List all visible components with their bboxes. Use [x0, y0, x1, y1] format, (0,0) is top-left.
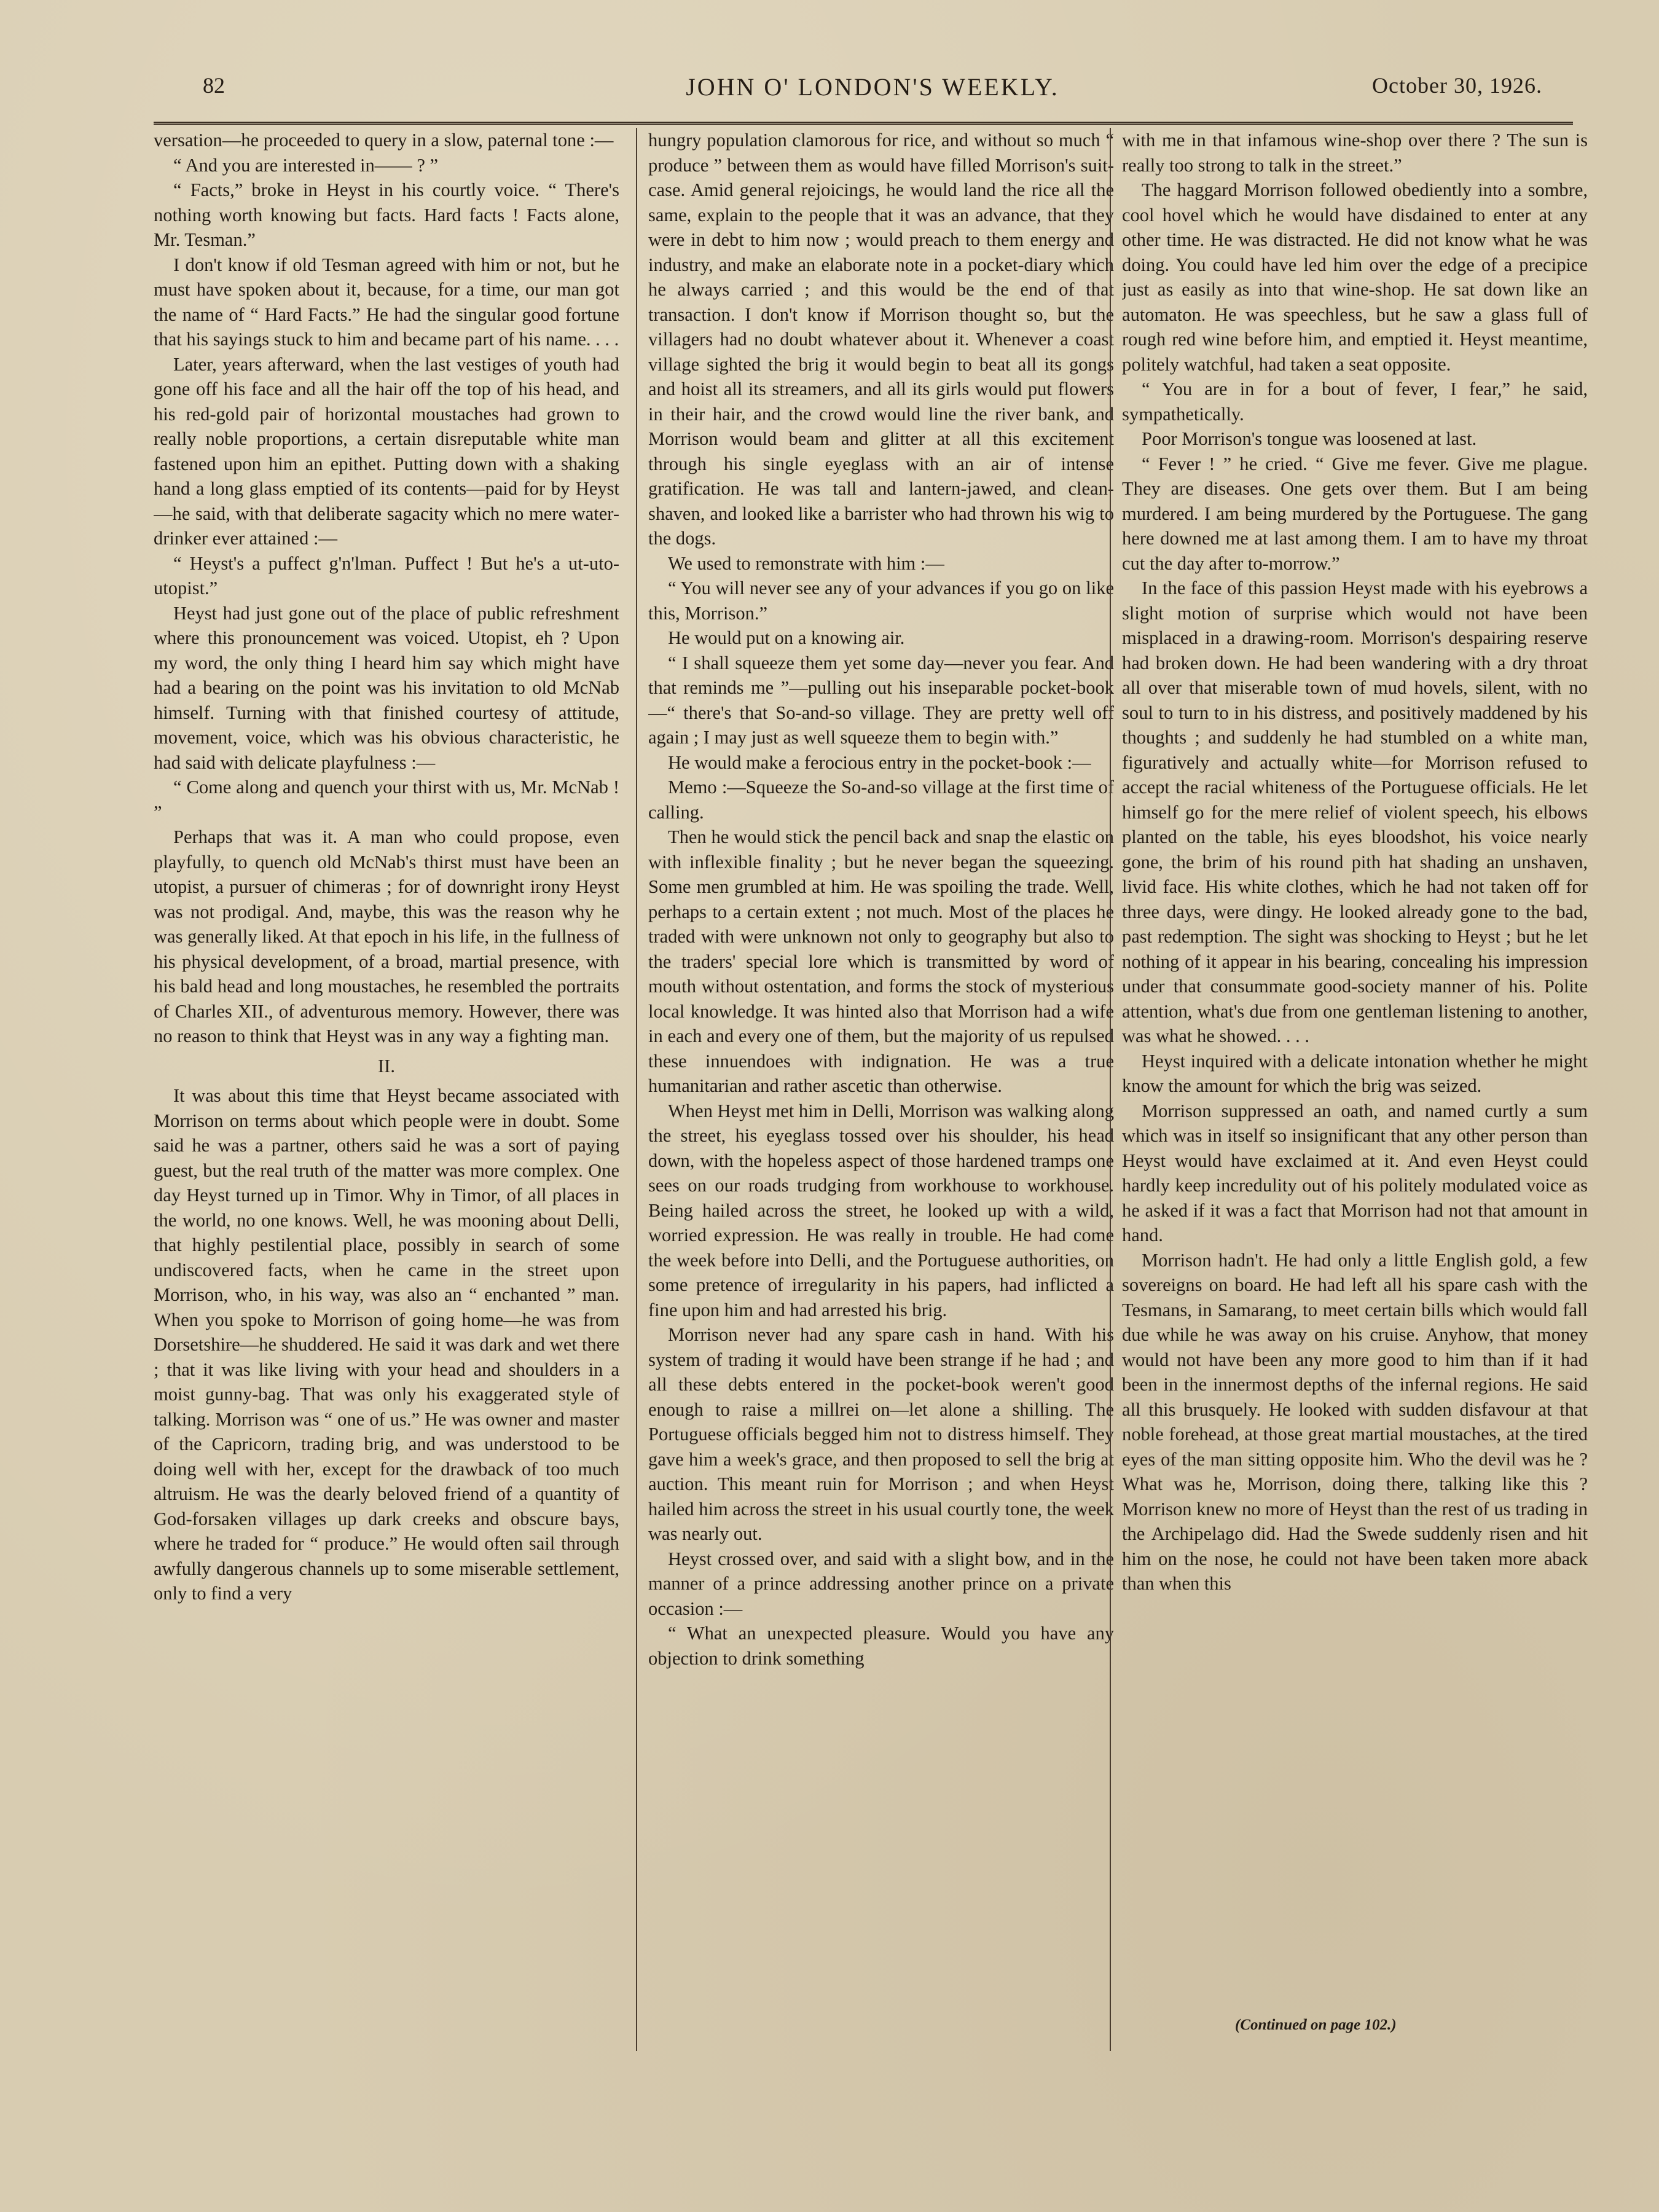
- paragraph: I don't know if old Tesman agreed with him or not, but he must have spoken about it, because, for a time, our man got the name of “ Hard Facts.” He had the singular good fortune that his sayings stuck to him and became part of his name. . . .: [154, 254, 619, 350]
- paragraph: Heyst had just gone out of the place of public refreshment where this pronouncement was voiced. Utopist, eh ? Upon my word, the only thing I heard him say which might have had a bearing on the point was his invitation to old McNab himself. Turning with that finished courtesy of attitude, movement, voice, which was his obvious characteristic, he had said with delicate playfulness :—: [154, 602, 619, 773]
- text-column-3: [1122, 128, 1588, 2051]
- paragraph: He would make a ferocious entry in the pocket-book :—: [668, 751, 1091, 773]
- journal-title: JOHN O' LONDON'S WEEKLY.: [686, 73, 1059, 101]
- page-header: [203, 73, 1542, 109]
- column-divider: [636, 128, 637, 2051]
- paragraph: hungry population clamorous for rice, and without so much “ produce ” between them as would have filled Morrison's suit-case. Amid general rejoicings, he would land the rice all the same, explain to the people that it was an advance, that they were in debt to him now ; would preach to them energy and industry, and make an elaborate note in a pocket-diary which he always carried ; and this would be the end of that transaction. I don't know if Morrison thought so, but the villagers had no doubt whatever about it. Whenever a coast village sighted the brig it would begin to beat all its gongs and hoist all its streamers, and all its girls would put flowers in their hair, and the crowd would line the river bank, and Morrison would beam and glitter at all this excitement through his single eyeglass with an air of intense gratification. He was tall and lantern-jawed, and clean-shaven, and looked like a barrister who had thrown his wig to the dogs.: [648, 130, 1114, 549]
- paragraph: with me in that infamous wine-shop over there ? The sun is really too strong to talk in the street.”: [1122, 130, 1588, 176]
- paragraph: “ Facts,” broke in Heyst in his courtly voice. “ There's nothing worth knowing but facts. Hard facts ! Facts alone, Mr. Tesman.”: [154, 179, 619, 250]
- paragraph: versation—he proceeded to query in a slow, paternal tone :—: [154, 130, 614, 151]
- paragraph: “ And you are interested in—— ? ”: [173, 154, 439, 176]
- paragraph: II.: [378, 1055, 395, 1077]
- paragraph: “ Come along and quench your thirst with us, Mr. McNab ! ”: [154, 777, 619, 823]
- continued-note: (Continued on page 102.): [1235, 2017, 1397, 2033]
- paragraph: Morrison hadn't. He had only a little English gold, a few sovereigns on board. He had left all his spare cash with the Tesmans, in Samarang, to meet certain bills which would fall due while he was away on his cruise. Anyhow, that money would not have been any more good to him than if it had been in the innermost depths of the infernal regions. He said all this brusquely. He looked with sudden disfavour at that noble forehead, at those great martial moustaches, at the tired eyes of the man sitting opposite him. Who the devil was he ? What was he, Morrison, doing there, talking like this ? Morrison knew no more of Heyst than the rest of us trading in the Archipelago did. Had the Swede suddenly risen and hit him on the nose, he could not have been taken more aback than when this: [1122, 1249, 1588, 1594]
- paragraph: We used to remonstrate with him :—: [668, 552, 944, 574]
- paragraph: In the face of this passion Heyst made with his eyebrows a slight motion of surprise which would not have been misplaced in a drawing-room. Morrison's despairing reserve had broken down. He had been wandering with a dry throat all over that miserable town of mud hovels, silent, with no soul to turn to in his distress, and positively maddened by his thoughts ; and suddenly he had stumbled on a white man, figuratively and actually white—for Morrison refused to accept the racial whiteness of the Portuguese officials. He let himself go for the mere relief of violent speech, his elbows planted on the table, his eyes bloodshot, his voice nearly gone, the brim of his round pith hat shading an unshaven, livid face. His white clothes, which he had not taken off for three days, were dingy. He looked already gone to the bad, past redemption. The sight was shocking to Heyst ; but he let nothing of it appear in his bearing, concealing his impression under that consummate good-society manner of his. Polite attention, what's due from one gentleman listening to another, was what he showed. . . .: [1122, 578, 1588, 1046]
- paragraph: “ You will never see any of your advances if you go on like this, Morrison.”: [648, 578, 1114, 624]
- issue-date: October 30, 1926.: [1372, 73, 1542, 98]
- text-column-2: [648, 128, 1114, 2051]
- paragraph: Poor Morrison's tongue was loosened at last.: [1142, 428, 1477, 449]
- paragraph: He would put on a knowing air.: [668, 627, 905, 648]
- paragraph: Morrison suppressed an oath, and named curtly a sum which was in itself so insignificant that any other person than Heyst would have exclaimed at it. And even Heyst could hardly keep incredulity out of his politely modulated voice as he asked if it was a fact that Morrison had not that amount in hand.: [1122, 1100, 1588, 1245]
- paragraph: Heyst crossed over, and said with a slight bow, and in the manner of a prince addressing another prince on a private occasion :—: [648, 1548, 1114, 1619]
- column-divider: [1110, 128, 1111, 2051]
- paragraph: The haggard Morrison followed obediently into a sombre, cool hovel which he would have disdained to enter at any other time. He was distracted. He did not know what he was doing. You could have led him over the edge of a precipice just as easily as into that wine-shop. He sat down like an automaton. He was speechless, but he saw a glass full of rough red wine before him, and emptied it. Heyst meantime, politely watchful, had taken a seat opposite.: [1122, 179, 1588, 375]
- paragraph: Later, years afterward, when the last vestiges of youth had gone off his face and all the hair off the top of his head, and his red-gold pair of horizontal moustaches had grown to really noble proportions, a certain disreputable white man fastened upon him an epithet. Putting down with a shaking hand a long glass emptied of its contents—paid for by Heyst—he said, with that deliberate sagacity which no mere water-drinker ever attained :—: [154, 353, 619, 549]
- paragraph: Memo :—Squeeze the So-and-so village at the first time of calling.: [648, 777, 1114, 823]
- header-rule: [154, 122, 1573, 125]
- paragraph: It was about this time that Heyst became associated with Morrison on terms about which people were in doubt. Some said he was a partner, others said he was a sort of paying guest, but the real truth of the matter was more complex. One day Heyst turned up in Timor. Why in Timor, of all places in the world, no one knows. Well, he was mooning about Delli, that highly pestilential place, possibly in search of some undiscovered facts, when he came in the street upon Morrison, who, in his way, was also an “ enchanted ” man. When you spoke to Morrison of going home—he was from Dorsetshire—he shuddered. He said it was dark and wet there ; that it was like living with your head and shoulders in a moist gunny-bag. That was only his exaggerated style of talking. Morrison was “ one of us.” He was owner and master of the Capricorn, trading brig, and was understood to be doing well with her, except for the drawback of too much altruism. He was the dearly beloved friend of a quantity of God-forsaken villages up dark creeks and obscure bays, where he traded for “ produce.” He would often sail through awfully dangerous channels up to some miserable settlement, only to find a very: [154, 1085, 619, 1604]
- paragraph: “ You are in for a bout of fever, I fear,” he said, sympathetically.: [1122, 378, 1588, 425]
- page-number: 82: [203, 73, 225, 98]
- paragraph: When Heyst met him in Delli, Morrison was walking along the street, his eyeglass tossed over his shoulder, his head down, with the hopeless aspect of those hardened tramps one sees on our roads trudging from workhouse to workhouse. Being hailed across the street, he looked up with a wild, worried expression. He was really in trouble. He had come the week before into Delli, and the Portuguese authorities, on some pretence of irregularity in his papers, had inflicted a fine upon him and had arrested his brig.: [648, 1100, 1114, 1320]
- article-columns: [154, 128, 1588, 2051]
- paragraph: “ What an unexpected pleasure. Would you have any objection to drink something: [648, 1623, 1114, 1669]
- paragraph: “ I shall squeeze them yet some day—never you fear. And that reminds me ”—pulling out his inseparable pocket-book—“ there's that So-and-so village. They are pretty well off again ; I may just as well squeeze them to begin with.”: [648, 652, 1114, 748]
- paragraph: Then he would stick the pencil back and snap the elastic on with inflexible finality ; but he never began the squeezing. Some men grumbled at him. He was spoiling the trade. Well, perhaps to a certain extent ; not much. Most of the places he traded with were unknown not only to geography but also to the traders' special lore which is transmitted by word of mouth without ostentation, and forms the stock of mysterious local knowledge. It was hinted also that Morrison had a wife in each and every one of them, but the majority of us repulsed these innuendoes with indignation. He was a true humanitarian and rather ascetic than otherwise.: [648, 826, 1114, 1096]
- paragraph: Morrison never had any spare cash in hand. With his system of trading it would have been strange if he had ; and all these debts entered in the pocket-book weren't good enough to raise a millrei on—let alone a shilling. The Portuguese officials begged him not to distress himself. They gave him a week's grace, and then proposed to sell the brig at auction. This meant ruin for Morrison ; and when Heyst hailed him across the street in his usual courtly tone, the week was nearly out.: [648, 1324, 1114, 1544]
- paragraph: “ Heyst's a puffect g'n'lman. Puffect ! But he's a ut-uto-utopist.”: [154, 552, 619, 598]
- paragraph: Perhaps that was it. A man who could propose, even playfully, to quench old McNab's thirst must have been an utopist, a pursuer of chimeras ; for of downright irony Heyst was not prodigal. And, maybe, this was the reason why he was generally liked. At that epoch in his life, in the fullness of his physical development, of a broad, martial presence, with his bald head and long moustaches, he resembled the portraits of Charles XII., of adventurous memory. However, there was no reason to think that Heyst was in any way a fighting man.: [154, 826, 619, 1046]
- text-column-1: [154, 128, 619, 2051]
- paragraph: “ Fever ! ” he cried. “ Give me fever. Give me plague. They are diseases. One gets over them. But I am being murdered. I am being murdered by the Portuguese. The gang here downed me at last among them. I am to have my throat cut the day after to-morrow.”: [1122, 453, 1588, 574]
- paragraph: Heyst inquired with a delicate intonation whether he might know the amount for which the brig was seized.: [1122, 1050, 1588, 1096]
